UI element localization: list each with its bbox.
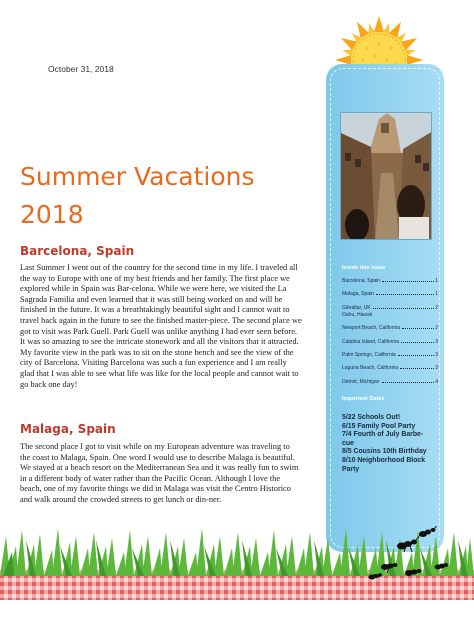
toc-label: Barcelona, Spain bbox=[342, 278, 381, 284]
street-photo bbox=[340, 112, 432, 240]
toc-item[interactable] bbox=[342, 325, 438, 332]
toc-page: 3 bbox=[435, 338, 438, 345]
important-dates-heading: Important Dates bbox=[342, 396, 385, 402]
toc-leader bbox=[373, 308, 435, 309]
toc-label: Detroit, Michigan bbox=[342, 378, 380, 385]
date-line: 7/4 Fourth of July Barbe- bbox=[342, 431, 424, 439]
toc-label: Newport Beach, California bbox=[342, 325, 401, 332]
title-line-2: 2018 bbox=[20, 200, 84, 229]
toc-label: Palm Springs, California bbox=[342, 351, 396, 358]
toc-label: Oahu, Hawaii bbox=[342, 311, 373, 318]
date-line: 8/10 Neighborhood Block bbox=[342, 456, 426, 464]
section-heading-barcelona: Barcelona, Spain bbox=[20, 244, 135, 258]
toc-leader bbox=[398, 355, 435, 356]
toc-leader bbox=[402, 328, 434, 329]
toc-leader bbox=[401, 342, 434, 343]
important-dates-list bbox=[342, 414, 440, 474]
toc-label: Gibraltar, UK bbox=[342, 304, 371, 311]
toc-page: 1 bbox=[435, 291, 438, 298]
date-line: Party bbox=[342, 465, 360, 473]
toc-item[interactable] bbox=[342, 305, 438, 312]
toc-item[interactable] bbox=[342, 278, 438, 285]
inside-this-issue-heading: Inside this issue bbox=[342, 265, 386, 271]
title-line-1: Summer Vacations bbox=[20, 162, 255, 191]
toc-page: 3 bbox=[435, 351, 438, 358]
toc-leader bbox=[382, 382, 435, 383]
toc-item[interactable] bbox=[342, 291, 438, 298]
toc-item[interactable] bbox=[342, 352, 438, 359]
toc-leader bbox=[382, 281, 434, 282]
date-line: 6/15 Family Pool Party bbox=[342, 422, 416, 430]
toc-leader bbox=[400, 368, 434, 369]
toc-item[interactable] bbox=[342, 379, 438, 386]
newsletter-title bbox=[20, 158, 320, 234]
toc-page: 3 bbox=[435, 365, 438, 372]
toc-item[interactable] bbox=[342, 339, 438, 346]
toc-leader bbox=[376, 294, 434, 295]
section-body-barcelona: Last Summer I went out of the country for the second time in my life. I traveled all the way to Europe with one of my best friends and her family. The first place we explored while in Spain was Bar-celona. While we were here, we visited the La Sagrada Familia and even learned that it was still being worked on and will be finished in the future. It was a breathtakingly beautiful sight and I cannot wait to travel back again in the future to see the finished master-piece. The second place we got to visit was Park Guell. Park Guell was unlike anything I had ever seen before. It was so amazing to see the intricate stonework and all the visitors that it attracted. My favorite view in the park was to sit on the stone bench and see the view of the city of Barcelona. Visiting Barcelona was such a fun experience and I am really glad that I was able to see what life was like for the local people and cannot wait to go back one day! bbox=[20, 263, 302, 389]
toc-page: 4 bbox=[435, 378, 438, 385]
date-line: cue bbox=[342, 439, 354, 447]
toc-page: 2 bbox=[435, 325, 438, 332]
toc-label: Catalina Island, California bbox=[342, 338, 399, 345]
toc-page: 2 bbox=[435, 304, 438, 311]
toc-label: Malaga, Spain bbox=[342, 291, 374, 298]
section-body-malaga: The second place I got to visit while on my European adventure was traveling to the coast to Malaga, Spain. One word I would use to describe Malaga is beautiful. We stayed at a beach resort on the Mediterranean Sea and it was really fun to swim in a different body of water rather than the Pacific Ocean. Although I love the beach, one of my favorite things we did in Malaga was visit the Centro Historico and walk around the crowded streets to get lunch or din-ner. bbox=[20, 442, 299, 504]
toc-page: 1 bbox=[435, 278, 438, 284]
issue-date: October 31, 2018 bbox=[48, 64, 114, 74]
toc-item[interactable] bbox=[342, 312, 438, 319]
section-heading-malaga: Malaga, Spain bbox=[20, 422, 116, 436]
table-of-contents bbox=[342, 278, 438, 392]
toc-label: Laguna Beach, California bbox=[342, 365, 399, 372]
toc-item[interactable] bbox=[342, 365, 438, 372]
date-line: 5/22 Schools Out! bbox=[342, 414, 401, 421]
grass-footer-illustration bbox=[0, 526, 474, 604]
date-line: 8/5 Cousins 10th Birthday bbox=[342, 448, 427, 456]
